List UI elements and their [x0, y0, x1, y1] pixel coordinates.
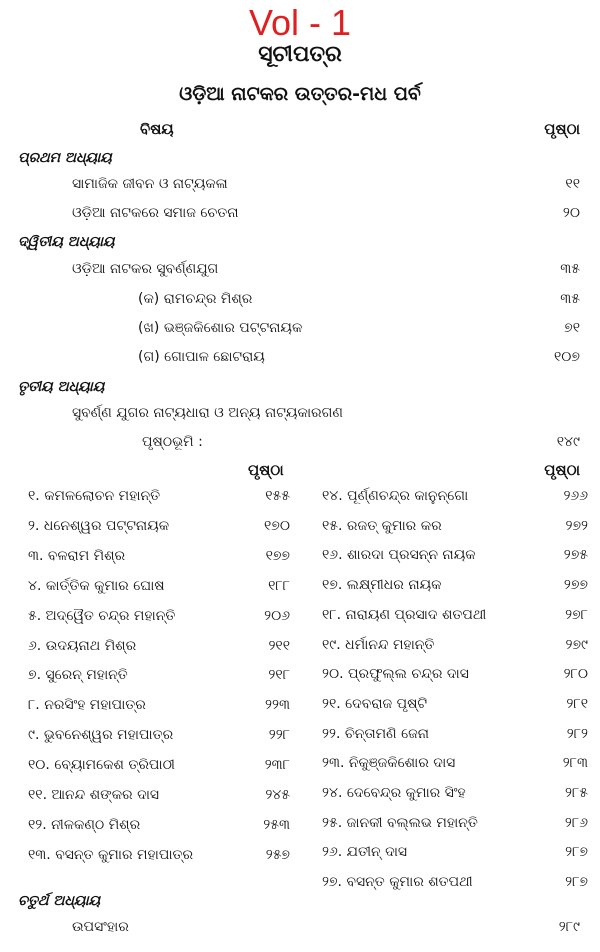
author-row: [322, 547, 588, 576]
chapter-1-title: ପ୍ରଥମ ଅଧ୍ୟାୟ: [18, 150, 112, 166]
right-column-page-header: ପୃଷ୍ଠା: [544, 461, 580, 479]
author-name: ୨୭. ବସନ୍ତ କୁମାର ଶତପଥୀ: [322, 874, 473, 891]
author-row: [28, 847, 290, 876]
toc-page: ୧୧: [565, 176, 580, 192]
author-page: ୨୮୬: [564, 814, 588, 831]
author-page: ୧୮୮: [268, 577, 290, 594]
subject-header: ବିଷୟ: [140, 120, 174, 138]
author-page: ୨୭୮: [565, 606, 588, 623]
toc-entry: ଓଡ଼ିଆ ନାଟକରେ ସମାଜ ଚେତନା: [72, 205, 239, 221]
author-row: [322, 488, 588, 517]
chapter-4-title: ଚତୁର୍ଥ ଅଧ୍ୟାୟ: [18, 893, 101, 909]
author-name: ୩. ବଳରାମ ମିଶ୍ର: [28, 547, 126, 564]
author-name: ୨୪. ଦେବେନ୍ଦ୍ର କୁମାର ସିଂହ: [322, 785, 466, 801]
author-name: ୧୩. ବସନ୍ତ କୁମାର ମହାପାତ୍ର: [28, 846, 194, 863]
author-row: [322, 666, 588, 695]
author-row: [28, 548, 290, 577]
author-name: ୧୫. ରଜତ୍ କୁମାର କର: [322, 517, 442, 534]
author-row: [28, 817, 290, 846]
author-page: ୨୫୭: [265, 846, 290, 863]
author-name: ୧୬. ଶାରଦା ପ୍ରସନ୍ନ ନାୟକ: [322, 547, 476, 564]
author-page: ୨୭୨: [565, 517, 588, 534]
author-name: ୧୯. ଧର୍ମାନନ୍ଦ ମହାନ୍ତି: [322, 636, 435, 653]
author-page: ୨୦୬: [264, 607, 290, 624]
author-row: [28, 697, 290, 726]
toc-page: ୩୫: [560, 291, 580, 307]
author-name: ୧୮. ନାରାୟଣ ପ୍ରସାଦ ଶତପଥୀ: [322, 606, 487, 623]
toc-entry: (କ) ରାମଚନ୍ଦ୍ର ମିଶ୍ର: [138, 291, 253, 307]
author-row: [28, 578, 290, 607]
author-page: ୨୪୫: [265, 787, 290, 803]
author-name: ୧୦. ବ୍ୟୋମକେଶ ତ୍ରିପାଠୀ: [28, 757, 175, 774]
author-page: ୨୭୫: [563, 547, 588, 564]
author-name: ୨୧. ଦେବରାଜ ପୃଷ୍ଟି: [322, 695, 428, 712]
author-row: [28, 727, 290, 756]
author-row: [28, 518, 290, 547]
author-row: [322, 874, 588, 903]
author-row: [28, 608, 290, 637]
author-row: [28, 667, 290, 696]
page-header: ପୃଷ୍ଠା: [544, 120, 580, 138]
author-row: [322, 577, 588, 606]
author-page: ୨୮୭: [565, 874, 588, 891]
toc-page: ୨୮୯: [558, 919, 580, 935]
author-row: [322, 607, 588, 636]
author-row: [28, 638, 290, 667]
author-name: ୧୭. ଲକ୍ଷ୍ମୀଧର ନାୟକ: [322, 577, 442, 594]
author-page: ୨୮୨: [566, 725, 588, 742]
author-name: ୧୧. ଆନନ୍ଦ ଶଙ୍କର ଦାସ: [28, 787, 160, 803]
author-name: ୨୩. ନିକୁଞ୍ଜକିଶୋର ଦାସ: [322, 755, 456, 772]
author-name: ୨୨. ଚିନ୍ତାମଣି ଜେନା: [322, 725, 430, 742]
chapter-3-intro: ସୁବର୍ଣ୍ଣ ଯୁଗର ନାଟ୍ୟଧାରା ଓ ଅନ୍ୟ ନାଟ୍ୟକାରଗଣ: [72, 405, 343, 421]
toc-entry: (ଗ) ଗୋପାଳ ଛୋଟରାୟ: [138, 349, 265, 365]
author-row: [322, 815, 588, 844]
author-page: ୨୮୭: [565, 844, 588, 861]
author-page: ୨୭୭: [563, 577, 588, 594]
toc-entry: ଉପସଂହାର: [72, 919, 129, 935]
author-page: ୨୬୬: [563, 488, 588, 504]
author-name: ୨. ଧନେଶ୍ୱର ପଟ୍ଟନାୟକ: [28, 517, 170, 534]
chapter-2-title: ଦ୍ୱିତୀୟ ଅଧ୍ୟାୟ: [18, 234, 115, 250]
author-name: ୭. ସୁରେନ୍ ମହାନ୍ତି: [28, 667, 128, 684]
volume-label: Vol - 1: [248, 2, 352, 43]
author-row: [28, 757, 290, 786]
toc-page: ୭୧: [564, 320, 580, 336]
author-name: ୬. ଉଦୟନାଥ ମିଶ୍ର: [28, 637, 137, 654]
author-page: ୨୮୫: [564, 785, 588, 801]
toc-entry: ସାମାଜିକ ଜୀବନ ଓ ନାଟ୍ୟକଳା: [72, 176, 228, 192]
toc-page: ୩୫: [560, 261, 580, 277]
author-page: ୨୭୯: [565, 636, 588, 653]
author-page: ୨୧୧: [268, 637, 290, 654]
toc-page: ୧୦୭: [554, 349, 580, 365]
author-page: ୨୨୩: [265, 697, 290, 714]
author-page: ୨୫୩: [263, 816, 290, 833]
toc-page: ୨୦: [562, 205, 580, 221]
author-name: ୯. ଭୁବନେଶ୍ୱର ମହାପାତ୍ର: [28, 727, 174, 744]
author-row: [322, 755, 588, 784]
author-name: ୫. ଅଦ୍ୱୈତ ଚନ୍ଦ୍ର ମହାନ୍ତି: [28, 607, 176, 624]
author-name: ୨୦. ପ୍ରଫୁଲ୍ଲ ଚନ୍ଦ୍ର ଦାସ: [322, 666, 469, 683]
author-name: ୮. ନରସିଂହ ମହାପାତ୍ର: [28, 697, 146, 714]
author-page: ୧୫୫: [265, 488, 290, 504]
author-name: ୧୨. ନୀଳକଣ୍ଠ ମିଶ୍ର: [28, 816, 141, 833]
author-name: ୪. କାର୍ତ୍ତିକ କୁମାର ଘୋଷ: [28, 577, 165, 594]
author-page: ୨୮୧: [566, 695, 588, 712]
author-name: ୨୬. ଯତୀନ୍ ଦାସ: [322, 844, 408, 861]
author-page: ୨୩୮: [264, 757, 290, 774]
author-page: ୨୧୮: [268, 667, 290, 684]
background-entry: ପୃଷ୍ଠଭୂମି :: [142, 434, 203, 450]
author-row: [322, 844, 588, 873]
author-page: ୨୮୩: [562, 755, 588, 772]
author-page: ୨୮୦: [563, 666, 588, 683]
author-row: [322, 696, 588, 725]
chapter-3-title: ତୃତୀୟ ଅଧ୍ୟାୟ: [18, 379, 105, 395]
page-subtitle: ଓଡ଼ିଆ ନାଟକର ଉତ୍ତର-ମଧ ପର୍ବ: [179, 83, 421, 105]
left-column-page-header: ପୃଷ୍ଠା: [248, 461, 284, 479]
author-row: [322, 518, 588, 547]
author-row: [28, 488, 290, 517]
author-row: [322, 637, 588, 666]
author-page: ୧୭୦: [264, 517, 290, 534]
author-name: ୧୪. ପୂର୍ଣ୍ଣଚନ୍ଦ୍ର କାନୁନ୍‌ଗୋ: [322, 488, 469, 504]
author-row: [322, 726, 588, 755]
author-row: [28, 787, 290, 816]
toc-entry: (ଖ) ଭଞ୍ଜକିଶୋର ପଟ୍ଟନାୟକ: [138, 320, 303, 336]
author-row: [322, 785, 588, 814]
toc-entry: ଓଡ଼ିଆ ନାଟକର ସୁବର୍ଣ୍ଣଯୁଗ: [72, 261, 219, 277]
author-name: ୧. କମଳଲୋଚନ ମହାନ୍ତି: [28, 488, 161, 504]
background-page: ୧୪୯: [556, 434, 580, 450]
author-name: ୨୫. ଜାନକୀ ବଲ୍ଲଭ ମହାନ୍ତି: [322, 814, 478, 831]
author-page: ୧୭୭: [265, 547, 290, 564]
author-page: ୨୨୮: [268, 727, 290, 744]
page-title: ସୂଚୀପତ୍ର: [258, 42, 342, 67]
